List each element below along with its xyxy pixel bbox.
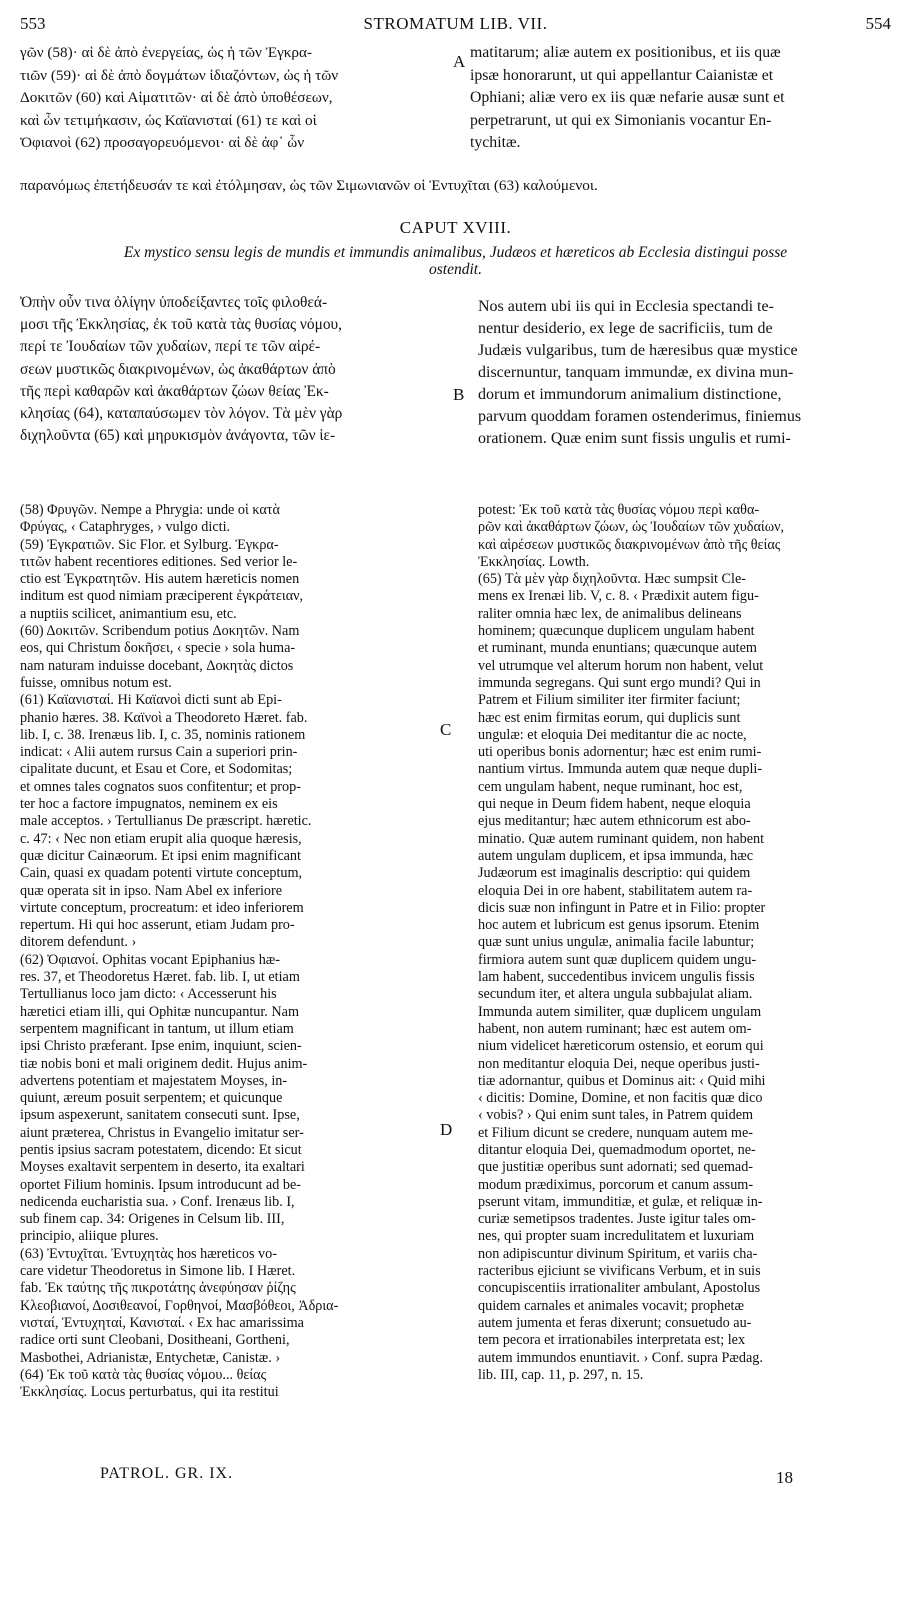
footnote-line: dicis suæ non infingunt in Patre et in Filio: propter [478,899,766,916]
margin-marker-b: B [453,385,465,404]
footnote-line: res. 37, et Theodoretus Hæret. fab. lib. I, ut etiam [20,969,300,986]
footnote-line: (59) Ἐγκρατιῶν. Sic Flor. et Sylburg. Ἐγκρα- [20,536,279,553]
footer-signature: PATROL. GR. IX. [100,1465,234,1482]
footnote-line: virtute conceptum, procreatum: et ideo inferiorem [20,899,304,916]
greek-text-top-fullwidth [20,175,890,197]
footnote-line: eloquia Dei in ore habent, stabilitatem autem ra- [478,882,753,899]
footnote-line: ρῶν καὶ ἀκαθάρτων ζώων, ὡς Ἰουδαίων τῶν χυδαίων, [478,519,785,536]
footnote-line: nedicenda eucharistia sua. › Conf. Irenæus lib. I, [20,1193,295,1210]
latin-line: matitarum; aliæ autem ex positionibus, et iis quæ [470,44,781,61]
footnote-line: indicat: ‹ Alii autem rursus Cain a superiori prin- [20,744,298,761]
footnote-line: Cain, quasi ex quadam potenti virtute conceptum, [20,865,303,882]
footnote-line: non adipiscuntur divinum Spiritum, et variis cha- [478,1245,758,1262]
page-number-left: 553 [20,14,46,33]
footnote-line: nantium virtus. Immunda autem quæ neque dupli- [478,761,763,778]
footnote-line: Ἐκκλησίας. Lowth. [478,553,590,570]
latin-line: parvum quoddam foramen ostenderimus, finiemus [478,408,802,425]
footnote-line: (65) Τὰ μὲν γὰρ διχηλοῦντα. Hæc sumpsit Cle- [478,571,746,588]
margin-marker-d: D [440,1120,453,1139]
footnote-line: care videtur Theodoretus in Simone lib. I Hæret. [20,1263,296,1280]
footnote-line: raliter omnia hæc lex, de animalibus delineans [478,605,742,622]
greek-line: Δοκιτῶν (60) καὶ Αἱματιτῶν· αἱ δὲ ἀπὸ ὑποθέσεων, [20,89,333,106]
footnote-line: hæc est enim firmitas eorum, qui duplicis sunt [478,709,741,726]
footnote-line: oportet Filium hominis. Ipsum introducunt ad be- [20,1176,301,1193]
footnote-line: ditorem defendunt. › [20,934,137,951]
footnote-line: Moyses exaltavit serpentem in deserto, ita exaltari [20,1159,305,1176]
footnote-line: male acceptos. › Tertullianus De præscript. hæretic. [20,813,312,830]
footnote-line: mens ex Irenæi lib. V, c. 8. ‹ Prædixit autem figu- [478,588,759,605]
footnote-line: Patrem et Filium similiter iter firmiter faciunt; [478,692,741,709]
footnote-line: aiunt præterea, Christus in Evangelio imitatur ser- [20,1124,304,1141]
footnote-line: racteribus ejiciunt se vivificans Verbum, et in suis [478,1263,761,1280]
footnote-line: advertens potentiam et majestatem Moyses, in- [20,1072,288,1089]
footnote-line: Judæorum est imaginalis descriptio: qui quidem [478,865,751,882]
footnote-line: pentis ipsius sacram potestatem, dicendo: Et sicut [20,1141,302,1158]
footnote-line: que justitiæ operibus sunt adornati; sed quemad- [478,1159,754,1176]
footnote-line: ‹ vobis? › Qui enim sunt tales, in Patrem quidem [478,1107,754,1124]
footnote-line: ‹ dicitis: Domine, Domine, et non facitis quæ dico [478,1090,763,1107]
page-number-right: 554 [865,14,891,33]
footnote-line: et ruminant, munda enuntians; quæcunque autem [478,640,757,657]
footnote-line: vel utrumque vel alterum horum non habent, velut [478,657,764,674]
footnote-line: serpentem magnificant in tantum, ut illum etiam [20,1020,294,1037]
latin-line: nentur desiderio, ex lege de sacrificiis, tum de [478,320,773,337]
footnote-line: sub finem cap. 34: Origenes in Celsum lib. III, [20,1211,285,1228]
greek-line: γῶν (58)· αἱ δὲ ἀπὸ ἐνεργείας, ὡς ἡ τῶν Ἐγκρα- [20,44,313,61]
footnote-line: autem ungulam duplicem, et ipsa immunda, hæc [478,847,754,864]
footnote-line: autem immundos enuntiavit. › Conf. supra Pædag. [478,1349,763,1366]
latin-line: ipsæ honorarunt, ut qui appellantur Caianistæ et [470,66,774,84]
chapter-summary-line: ostendit. [429,261,482,278]
footnote-line: tiæ adornantur, quibus et Dominus ait: ‹ Quid mihi [478,1072,766,1089]
footnote-line: potest: Ἐκ τοῦ κατὰ τὰς θυσίας νόμου περὶ καθα- [478,502,760,518]
greek-line: τιῶν (59)· αἱ δὲ ἀπὸ δογμάτων ἰδιαζόντων, ὡς ἡ τῶν [20,66,339,84]
running-header [20,14,891,38]
footnote-line: lam habent, succedentibus invicem ungulis fissis [478,969,755,986]
footnote-line: Φρύγας, ‹ Cataphryges, › vulgo dicti. [20,519,231,536]
footnotes-left [20,502,452,1401]
footnote-line: hoc autem et lubricum est genus ipsorum. Etenim [478,917,760,934]
footnote-line: repertum. Hi qui hoc asserunt, etiam Judam pro- [20,917,295,934]
footnote-line: et omnes tales cognatos suos confitentur; et prop- [20,778,301,795]
latin-line: Judæis vulgaribus, tum de hæresibus quæ mystice [478,342,798,359]
footnote-line: ejus meditantur; hæc autem ethnicorum est abo- [478,813,751,830]
greek-line: Ὀπὴν οὖν τινα ὀλίγην ὑποδείξαντες τοῖς φιλοθεά- [20,294,328,311]
footnote-line: ipsum aspexerunt, sanitatem consecuti sunt. Ipse, [20,1107,300,1124]
latin-line: orationem. Quæ enim sunt fissis ungulis et rumi- [478,430,791,447]
footnote-line: καὶ αἱρέσεων μυστικῶς διακρινομένων ἀπὸ τῆς θείας [478,536,781,553]
greek-line: σεων μυστικῶς διακρινομένων, ὡς ἀκαθάρτων ἀπὸ [20,360,336,378]
running-title: STROMATUM LIB. VII. [363,14,548,33]
greek-line: κλησίας (64), καταπαύσωμεν τὸν λόγον. Τὰ μὲν γὰρ [20,405,343,423]
chapter-summary-line: Ex mystico sensu legis de mundis et immundis animalibus, Judæos et hæreticos ab Ecclesia distingui posse [123,244,788,261]
footnote-line: (64) Ἐκ τοῦ κατὰ τὰς θυσίας νόμου... θείας [20,1366,267,1383]
footnote-line: c. 47: ‹ Nec non etiam erupit alia quoque hæresis, [20,830,302,847]
footnote-line: quidem carnales et animales vocavit; prophetæ [478,1297,744,1314]
latin-line: perpetrarunt, ut qui ex Simonianis vocantur En- [470,111,772,129]
footnote-line: quæ operata sit in ipso. Nam Abel ex inferiore [20,882,283,899]
latin-line: discernuntur, tanquam immundæ, ex divina mun- [478,364,794,381]
footnote-line: qui neque in Deum fidem habent, neque eloquia [478,796,751,813]
footnote-line: (61) Καϊανισταί. Hi Καϊανοὶ dicti sunt ab Epi- [20,692,282,709]
footnote-line: eos, qui Christum δοκῆσει, ‹ specie › sola huma- [20,640,296,657]
footnote-line: lib. I, c. 38. Irenæus lib. I, c. 35, nominis rationem [20,726,306,743]
footnote-line: ditantur eloquia Dei, quemadmodum oportet, ne- [478,1141,756,1158]
footnote-line: principio, aliique plures. [20,1228,159,1245]
footnote-line: concupiscentiis irrationaliter ambulant, Apostolus [478,1280,761,1297]
footnote-line: hæretici etiam illi, qui Ophitæ nuncupantur. Nam [20,1003,299,1020]
footnote-line: νισταί, Ἐντυχηταί, Κανισταί. ‹ Ex hac amarissima [20,1314,304,1331]
footnote-line: inditum est quod nimiam præciperent ἐγκράτειαν, [20,588,304,605]
footnote-line: hominem; quæcunque duplicem ungulam habent [478,623,755,640]
footnote-line: quæ dicitur Cainæorum. Et ipsi enim magnificant [20,847,301,864]
latin-line: tychitæ. [470,134,521,151]
footnote-line: phanio hæres. 38. Καϊνοὶ a Theodoreto Hæret. fab. [20,709,308,726]
greek-line: μοσι τῆς Ἐκκλησίας, ἐκ τοῦ κατὰ τὰς θυσίας νόμου, [20,316,342,334]
footnote-line: tem pecora et irrationabiles interpretata est; lex [478,1332,746,1349]
footnote-line: nam naturam induisse docebant, Δοκητὰς dictos [20,657,294,674]
footnote-line: immunda segregans. Qui sunt ergo mundi? Qui in [478,674,761,691]
footnote-line: (62) Ὀφιανοί. Ophitas vocant Epiphanius hæ- [20,951,280,968]
footnote-line: radice orti sunt Cleobani, Dositheani, Gortheni, [20,1332,290,1349]
text-line: παρανόμως ἐπετήδευσάν τε καὶ ἐτόλμησαν, ὡς τῶν Σιμωνιανῶν οἱ Ἐντυχῖται (63) καλούμενοι. [20,177,598,194]
footnote-line: non meditantur eloquia Dei, neque operibus justi- [478,1055,760,1072]
footnote-line: fuisse, omnibus notum est. [20,674,172,691]
footnote-line: (63) Ἐντυχῖται. Ἐντυχητὰς hos hæreticos vo- [20,1245,277,1262]
footnote-line: autem jumenta et feras dixerunt; consuetudo au- [478,1314,752,1331]
footnote-line: nes, qui propter suam incredulitatem et luxuriam [478,1228,755,1245]
footnote-line: cem ungulam habent, neque ruminant, hoc est, [478,778,743,795]
footnote-line: τιτῶν habent recentiores editiones. Sed verior le- [20,553,298,570]
latin-line: Ophiani; aliæ vero ex iis quæ nefarie ausæ sunt et [470,89,785,106]
footnote-line: a nuptiis scilicet, animantium esu, etc. [20,605,237,622]
latin-line: dorum et immundorum animalium distinctione, [478,386,782,403]
footnote-line: pserunt vitam, immunditiæ, et gulæ, et reliquæ in- [478,1193,763,1210]
footnote-line: habent, non autem ruminant; hæc est autem om- [478,1020,752,1037]
footnote-line: nium videlicet hæreticorum ostensio, et eorum qui [478,1038,764,1055]
footnote-line: quiunt, æreum posuit serpentem; et quicunque [20,1090,283,1107]
footnote-line: ter hoc a factore impugnatos, neminem ex eis [20,796,278,813]
footnote-line: modum prædiximus, porcorum et canum assum- [478,1176,754,1193]
footnote-line: cipalitate ducunt, et Esau et Core, et Sodomitas; [20,761,293,778]
footnote-line: Masbothei, Adrianistæ, Entychetæ, Canistæ. › [20,1349,281,1366]
margin-marker-a: A [453,52,466,71]
footnote-line: ungulæ: et eloquia Dei meditantur die ac nocte, [478,726,747,743]
footnotes-right [478,502,890,1384]
greek-line: Ὀφιανοὶ (62) προσαγορευόμενοι· αἱ δὲ ἀφ᾽ ὧν [20,134,305,151]
latin-text-top [470,42,890,155]
footnote-line: ctio est Ἐγκρατητῶν. His autem hæreticis nomen [20,571,300,588]
footnote-line: fab. Ἐκ ταύτης τῆς πικροτάτης ἀνεφύησαν ῥίζης [20,1280,296,1297]
greek-line: διχηλοῦντα (65) καὶ μηρυκισμὸν ἀνάγοντα, τῶν ἱε- [20,427,336,445]
latin-line: Nos autem ubi iis qui in Ecclesia spectandi te- [478,298,774,315]
greek-text-top [20,42,450,155]
footnote-line: (60) Δοκιτῶν. Scribendum potius Δοκητῶν. Nam [20,623,300,640]
footnote-line: ipsi Christo præferant. Ipse enim, inquiunt, scien- [20,1038,302,1055]
footnote-line: quæ sunt unius ungulæ, animalia facile labuntur; [478,934,755,951]
margin-marker-c: C [440,720,452,739]
footnote-line: Ἐκκλησίας. Locus perturbatus, qui ita restitui [20,1384,279,1401]
footnote-line: Κλεοβιανοί, Δοσιθεανοί, Γορθηνοί, Μασβόθεοι, Ἀδρια- [20,1297,339,1314]
footnote-line: curiæ semetipsos tradentes. Juste igitur tales om- [478,1211,756,1228]
footnote-line: (58) Φρυγῶν. Nempe a Phrygia: unde οἱ κατὰ [20,502,280,518]
footnote-line: Tertullianus loco jam dicto: ‹ Accesserunt his [20,986,277,1003]
footnote-line: tiæ nobis boni et mali originem dedit. Hujus anim- [20,1055,308,1072]
latin-text-main [478,296,890,450]
chapter-heading: CAPUT XVIII. [399,218,512,237]
greek-line: τῆς περὶ καθαρῶν καὶ ἀκαθάρτων ζώων θείας Ἐκ- [20,382,329,400]
greek-line: καὶ ὧν τετιμήκασιν, ὡς Καϊανισταί (61) τε καὶ οἱ [20,111,317,129]
footnote-line: et Filium dicunt se credere, nunquam autem me- [478,1124,753,1141]
chapter-summary [20,244,891,278]
signature-number: 18 [776,1468,793,1487]
footnote-line: Immunda autem similiter, quæ duplicem ungulam [478,1003,762,1020]
footnote-line: lib. III, cap. 11, p. 297, n. 15. [478,1366,644,1383]
footnote-line: secundum iter, et altera ungula subbajulat aliam. [478,986,753,1003]
footnote-line: firmiora autem sunt quæ duplicem quidem ungu- [478,951,757,968]
footnote-line: uti operibus bonis adornentur; hæc est enim rumi- [478,744,762,761]
greek-text-main [20,292,440,447]
greek-line: περί τε Ἰουδαίων τῶν χυδαίων, περί τε τῶν αἱρέ- [20,338,321,356]
footnote-line: minatio. Quæ autem ruminant quidem, non habent [478,830,765,847]
